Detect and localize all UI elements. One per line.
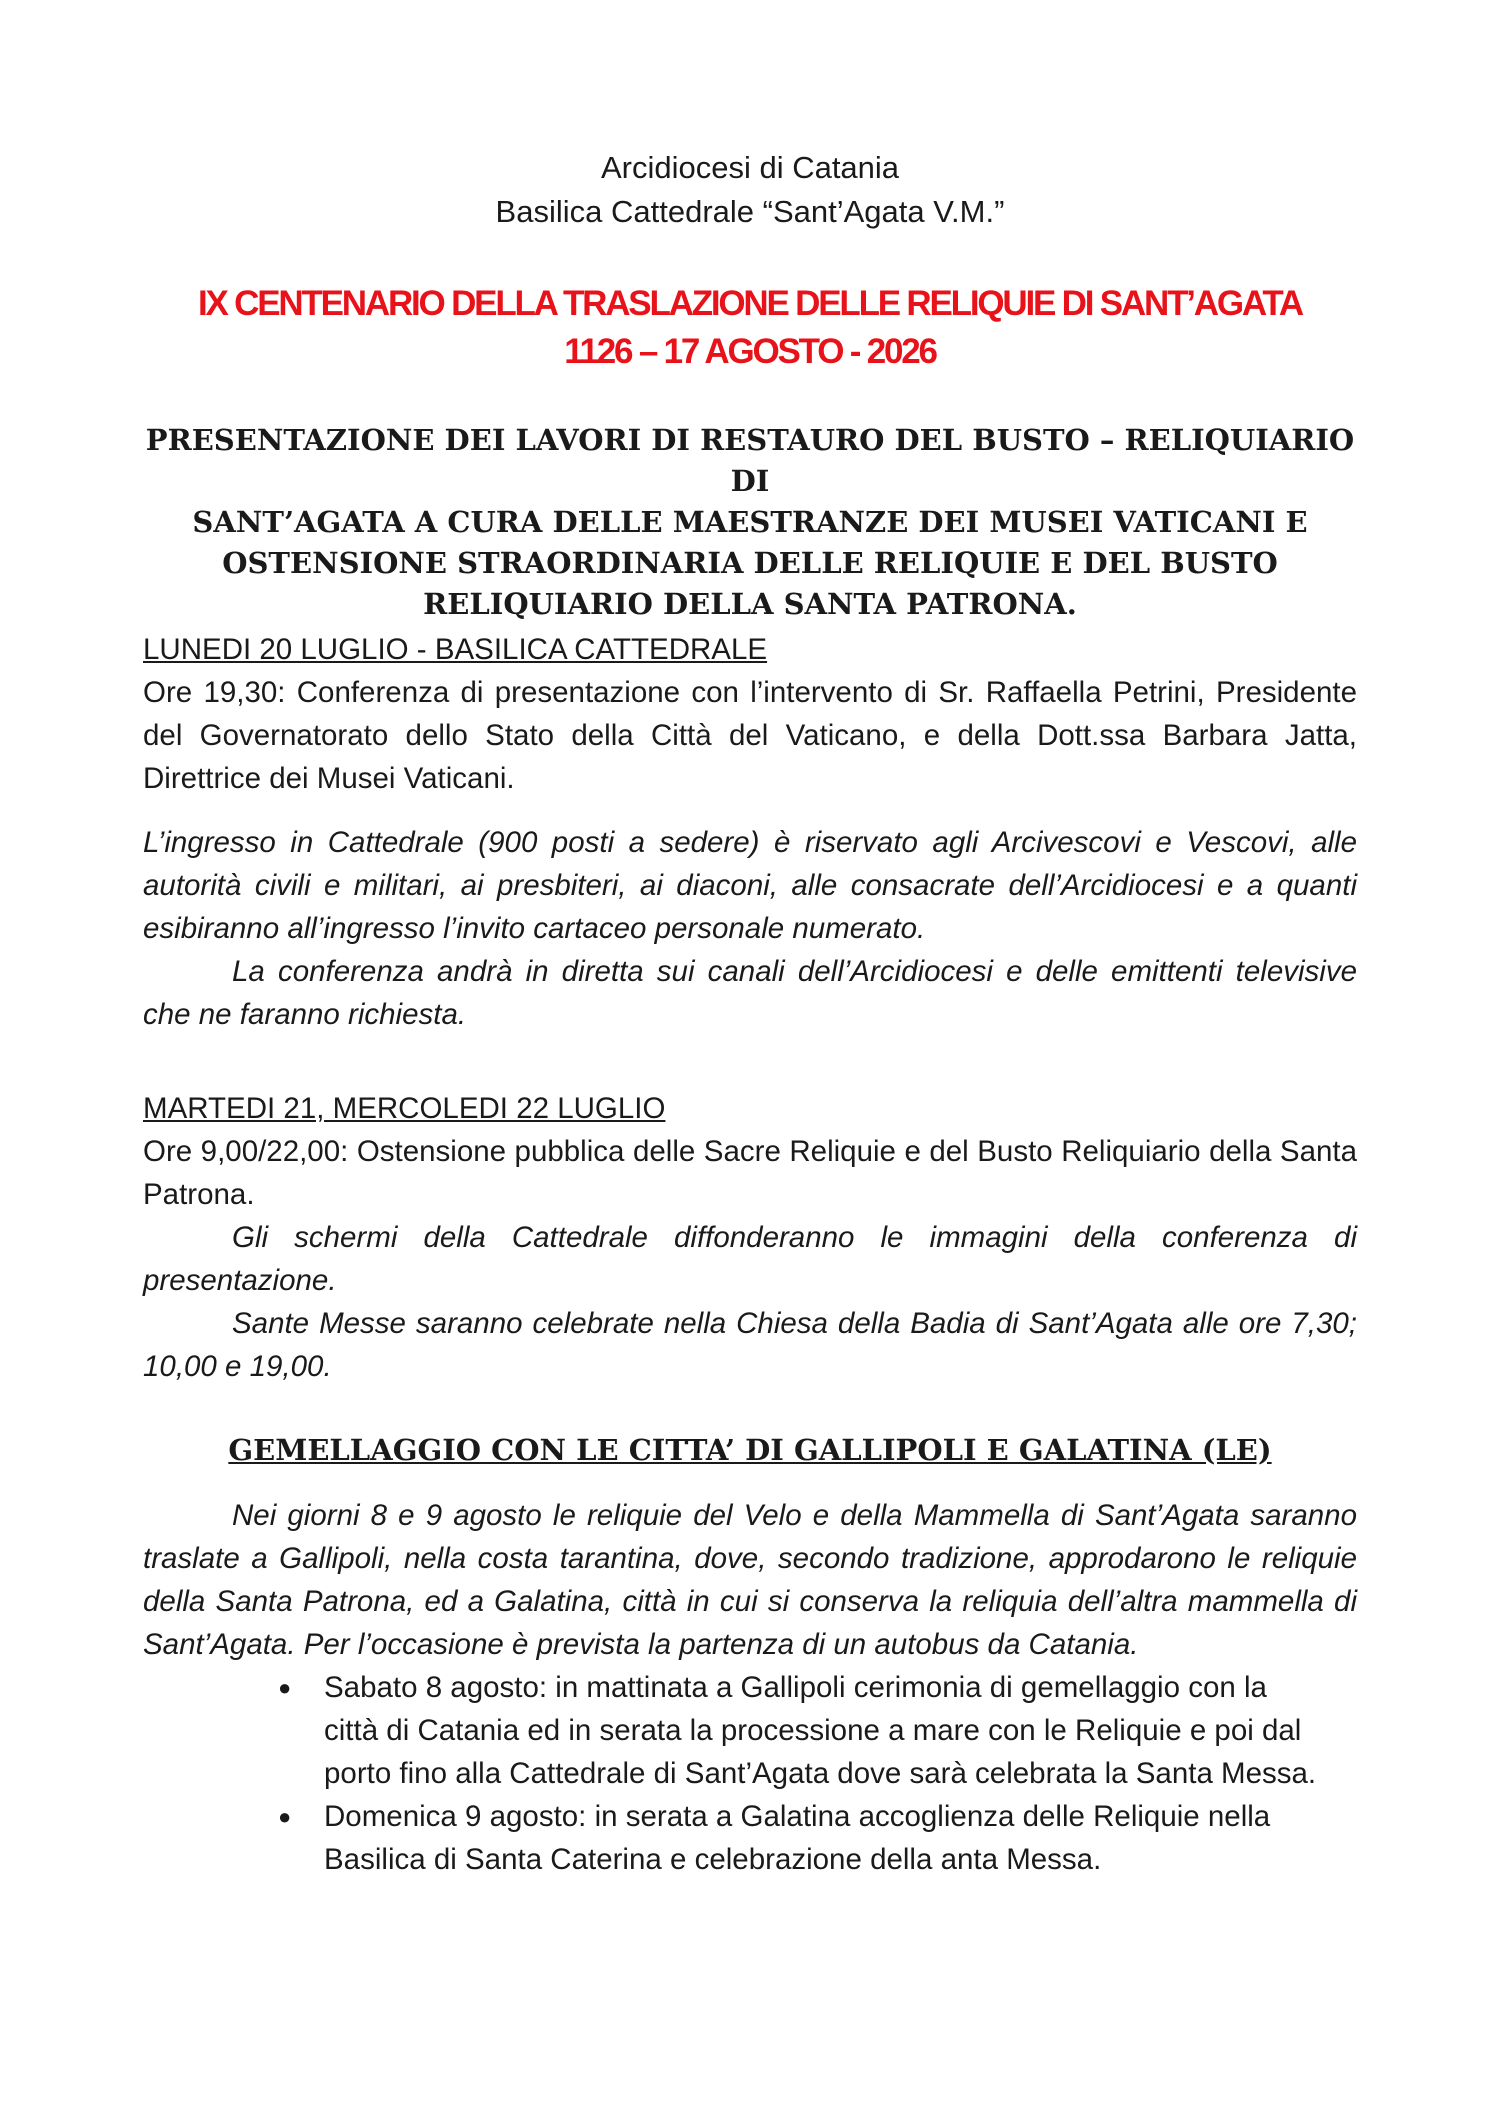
centenary-title <box>0 280 1500 376</box>
list-item-domenica: Domenica 9 agosto: in serata a Galatina accoglienza delle Reliquie nella Basilica di Santa Caterina e celebrazione della anta Messa. <box>324 1800 1271 1876</box>
gemellaggio-list <box>143 1666 1357 1881</box>
presentation-title-line2: SANT’AGATA A CURA DELLE MAESTRANZE DEI MUSEI VATICANI E <box>192 505 1308 539</box>
presentation-title <box>143 420 1357 625</box>
section-lunedi <box>143 628 1357 1036</box>
section-lunedi-note-ingresso: L’ingresso in Cattedrale (900 posti a sedere) è riservato agli Arcivescovi e Vescovi, alle autorità civili e militari, ai presbiteri, ai diaconi, alle consacrate dell’Arcidiocesi e a quanti esibiranno all’ingresso l’invito cartaceo personale numerato. <box>143 826 1357 945</box>
presentation-title-line1: PRESENTAZIONE DEI LAVORI DI RESTAURO DEL BUSTO – RELIQUIARIO DI <box>145 423 1355 498</box>
gemellaggio-intro: Nei giorni 8 e 9 agosto le reliquie del Velo e della Mammella di Sant’Agata saranno traslate a Gallipoli, nella costa tarantina, dove, secondo tradizione, approdarono le reliquie della Santa Patrona, ed a Galatina, città in cui si conserva la reliquia dell’altra mammella di Sant’Agata. Per l’occasione è prevista la partenza di un autobus da Catania. <box>143 1499 1357 1661</box>
list-item <box>143 1795 1357 1881</box>
section-martedi-body: Ore 9,00/22,00: Ostensione pubblica delle Sacre Reliquie e del Busto Reliquiario della Santa Patrona. <box>143 1135 1357 1211</box>
section-martedi-heading: MARTEDI 21, MERCOLEDI 22 LUGLIO <box>143 1092 666 1125</box>
bullet-icon: ● <box>278 1675 292 1700</box>
gemellaggio-heading: GEMELLAGGIO CON LE CITTA’ DI GALLIPOLI E GALATINA (LE) <box>228 1433 1272 1467</box>
section-lunedi-body: Ore 19,30: Conferenza di presentazione con l’intervento di Sr. Raffaella Petrini, Presidente del Governatorato dello Stato della Città del Vaticano, e della Dott.ssa Barbara Jatta, Direttrice dei Musei Vaticani. <box>143 676 1357 795</box>
presentation-title-line4: RELIQUIARIO DELLA SANTA PATRONA. <box>423 587 1077 621</box>
presentation-title-line3: OSTENSIONE STRAORDINARIA DELLE RELIQUIE E DEL BUSTO <box>222 546 1278 580</box>
list-item-sabato: Sabato 8 agosto: in mattinata a Gallipoli cerimonia di gemellaggio con la città di Catania ed in serata la processione a mare con le Reliquie e poi dal porto fino alla Cattedrale di Sant’Agata dove sarà celebrata la Santa Messa. <box>324 1671 1317 1790</box>
bullet-icon: ● <box>278 1804 292 1829</box>
section-lunedi-heading: LUNEDI 20 LUGLIO - BASILICA CATTEDRALE <box>143 633 768 666</box>
section-lunedi-note-diretta: La conferenza andrà in diretta sui canali dell’Arcidiocesi e delle emittenti televisive che ne faranno richiesta. <box>143 955 1357 1031</box>
section-gemellaggio <box>143 1494 1357 1881</box>
header-archdiocese: Arcidiocesi di Catania <box>600 150 900 185</box>
list-item <box>143 1666 1357 1795</box>
header-cathedral: Basilica Cattedrale “Sant’Agata V.M.” <box>495 194 1005 229</box>
section-martedi <box>143 1087 1357 1388</box>
section-martedi-note-schermi: Gli schermi della Cattedrale diffonderanno le immagini della conferenza di presentazione. <box>143 1221 1357 1297</box>
header <box>0 146 1500 234</box>
centenary-title-line1: IX CENTENARIO DELLA TRASLAZIONE DELLE RELIQUIE DI SANT’AGATA <box>197 284 1303 323</box>
section-martedi-note-messe: Sante Messe saranno celebrate nella Chiesa della Badia di Sant’Agata alle ore 7,30; 10,00 e 19,00. <box>143 1307 1357 1383</box>
centenary-title-dates: 1126 – 17 AGOSTO - 2026 <box>564 332 936 371</box>
